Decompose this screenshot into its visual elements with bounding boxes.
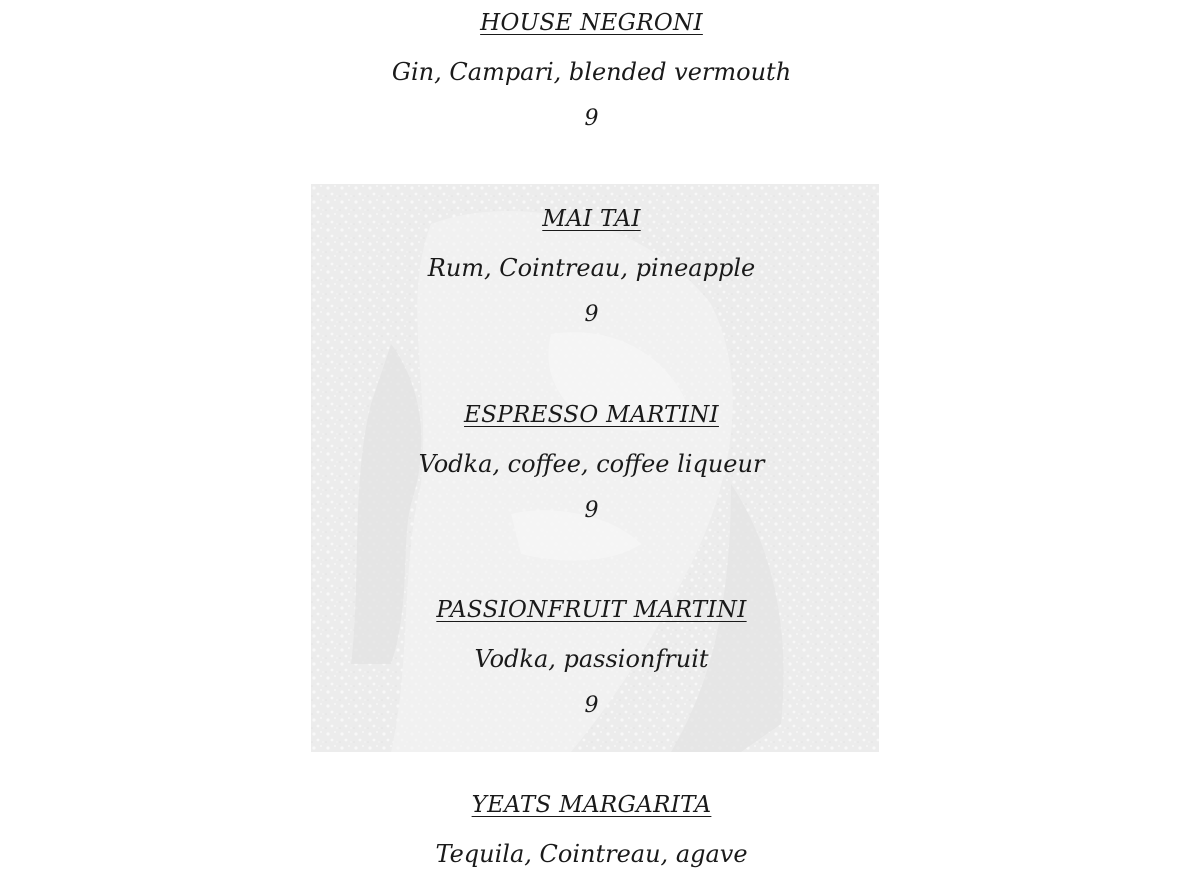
- item-description: Vodka, passionfruit: [474, 645, 709, 673]
- item-price: 9: [584, 498, 599, 523]
- item-name: ESPRESSO MARTINI: [464, 402, 719, 428]
- item-name: YEATS MARGARITA: [471, 792, 712, 818]
- menu-item-mai-tai: [0, 205, 1183, 329]
- item-price: 9: [584, 106, 599, 131]
- item-description: Vodka, coffee, coffee liqueur: [418, 450, 765, 478]
- item-name: MAI TAI: [542, 206, 641, 232]
- menu-item-espresso-martini: [0, 401, 1183, 525]
- item-name: HOUSE NEGRONI: [480, 10, 703, 36]
- item-description: Rum, Cointreau, pineapple: [427, 254, 756, 282]
- item-price: 9: [584, 302, 599, 327]
- item-description: Tequila, Cointreau, agave: [435, 840, 748, 868]
- menu-item-yeats-margarita: [0, 791, 1183, 869]
- item-name: PASSIONFRUIT MARTINI: [436, 597, 747, 623]
- item-description: Gin, Campari, blended vermouth: [391, 58, 792, 86]
- item-price: 9: [584, 693, 599, 718]
- menu-item-house-negroni: [0, 9, 1183, 133]
- menu-item-passionfruit-martini: [0, 596, 1183, 720]
